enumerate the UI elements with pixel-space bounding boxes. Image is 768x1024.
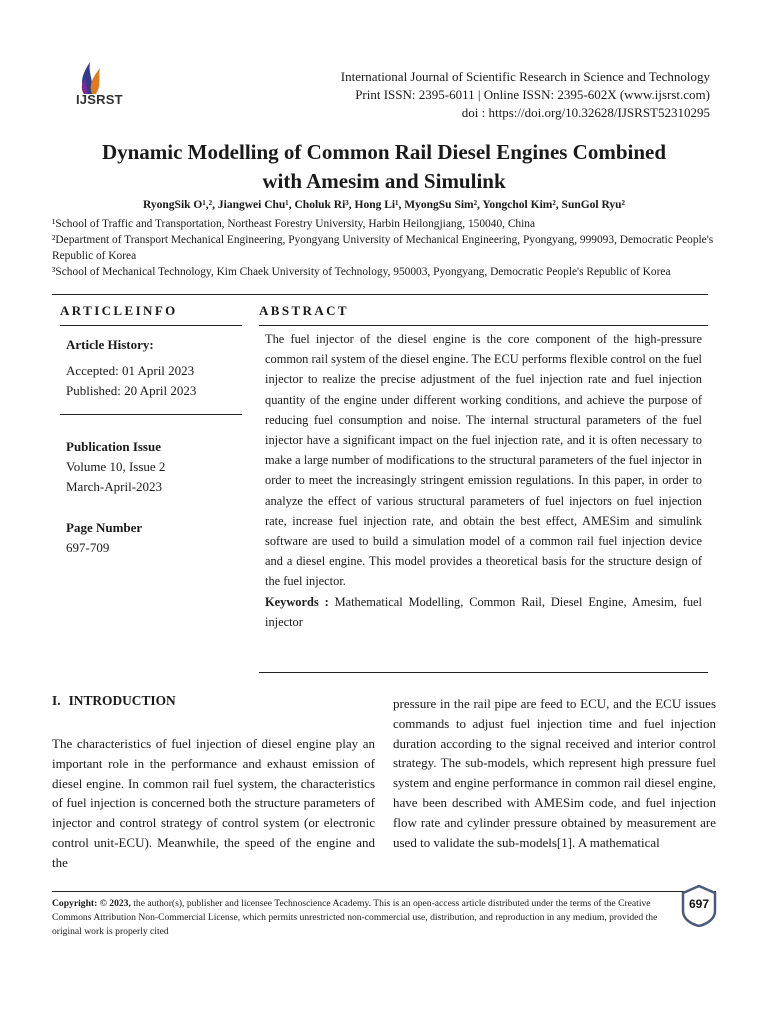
- article-history: [66, 335, 236, 401]
- divider: [259, 672, 708, 673]
- intro-left-column: The characteristics of fuel injection of diesel engine play an important role in the performance and exhaust emission of diesel engine. In common rail fuel system, the characteristics of fuel injection is concerned both the structure parameters of injector and control strategy of control system (or electronic control unit-ECU). Meanwhile, the speed of the engine and the: [52, 736, 375, 870]
- keywords-label: Keywords :: [265, 594, 329, 609]
- abstract-heading: ABSTRACT: [259, 303, 349, 318]
- published-date: Published: 20 April 2023: [66, 383, 197, 398]
- abstract-text: The fuel injector of the diesel engine is the core component of the high-pressure common rail system of the diesel engine. The ECU performs flexible control on the fuel injector to realize the precise adjustment of the fuel injection rate and fuel injection quantity of the engine under different working conditions, and achieve the purpose of reducing fuel consumption and noise. The internal structural parameters of the fuel injector have a significant impact on the fuel injection rate, and it is often necessary to make a large number of modifications to the structural parameters of the fuel injector in order to meet the increasingly stringent emission regulations. In this paper, in order to analyze the effect of various structural parameters of fuel injectors on fuel injection rate, increase fuel injection rate, and obtain the best effect, AMESim and simulink software are used to build a simulation model of a common rail fuel injection device and a diesel engine. This model provides a theoretical basis for the structure design of the fuel injector.: [265, 332, 702, 589]
- period: March-April-2023: [66, 479, 163, 494]
- volume: Volume 10, Issue 2: [66, 459, 166, 474]
- page-number-label: Page Number: [66, 520, 143, 535]
- affiliation-1: ¹School of Traffic and Transportation, Northeast Forestry University, Harbin Heilongjiang, 150040, China: [52, 218, 536, 230]
- affiliations: [52, 216, 720, 280]
- abstract-body: [265, 329, 702, 632]
- journal-name: International Journal of Scientific Research in Science and Technology: [340, 69, 710, 84]
- journal-logo: [70, 56, 140, 112]
- divider: [60, 325, 242, 326]
- section-title: INTRODUCTION: [68, 693, 176, 708]
- divider: [259, 325, 708, 326]
- title-line-2: with Amesim and Simulink: [262, 169, 506, 193]
- divider: [52, 294, 708, 295]
- logo-text: IJSRST: [76, 92, 123, 107]
- copyright-label: Copyright: © 2023,: [52, 898, 131, 909]
- footer-divider: [52, 891, 716, 892]
- copyright-text: the author(s), publisher and licensee Technoscience Academy. This is an open-access article distributed under the terms of the Creative Commons Attribution Non-Commercial License, which permits unrestricted non-commercial use, distribution, and reproduction in any medium, provided the original work is properly cited: [52, 898, 658, 937]
- flame-logo-icon: [70, 56, 140, 96]
- page-number-info: [66, 518, 236, 558]
- affiliation-2: ²Department of Transport Mechanical Engineering, Pyongyang University of Mechanical Engineering, Pyongyang, 999093, Democratic People's Republic of Korea: [52, 234, 714, 262]
- history-label: Article History:: [66, 337, 154, 352]
- publication-issue: [66, 437, 236, 497]
- journal-issn: Print ISSN: 2395-6011 | Online ISSN: 2395-602X (www.ijsrst.com): [355, 87, 710, 102]
- article-info-heading: ARTICLEINFO: [60, 303, 178, 318]
- page-number-badge: [681, 885, 717, 927]
- keywords: Mathematical Modelling, Common Rail, Diesel Engine, Amesim, fuel injector: [265, 594, 702, 629]
- journal-doi[interactable]: doi : https://doi.org/10.32628/IJSRST52310295: [461, 105, 710, 120]
- affiliation-3: ³School of Mechanical Technology, Kim Chaek University of Technology, 950003, Pyongyang, Democratic People's Republic of Korea: [52, 266, 671, 278]
- journal-header: [341, 68, 710, 122]
- pub-issue-label: Publication Issue: [66, 439, 161, 454]
- page-number: 697: [688, 897, 710, 911]
- page-range: 697-709: [66, 540, 110, 555]
- intro-right-column: pressure in the rail pipe are feed to ECU, and the ECU issues commands to adjust fuel injection time and fuel injection duration according to the signal received and interior control strategy. The sub-models, which represent high pressure fuel system and engine performance in common rail diesel engine, have been described with AMESim code, and fuel injection flow rate and cylinder pressure obtained by measurement are used to validate the sub-models[1]. A mathematical: [393, 696, 716, 850]
- accepted-date: Accepted: 01 April 2023: [66, 363, 195, 378]
- section-number: I.: [52, 693, 61, 708]
- section-heading: [52, 693, 184, 709]
- divider: [60, 414, 242, 415]
- title-line-1: Dynamic Modelling of Common Rail Diesel Engines Combined: [101, 140, 667, 164]
- copyright-notice: [52, 897, 680, 939]
- author-list: RyongSik O¹,², Jiangwei Chu¹, Choluk Ri³, Hong Li¹, MyongSu Sim², Yongchol Kim², SunGol Ryu²: [143, 199, 625, 211]
- paper-title: [40, 138, 728, 196]
